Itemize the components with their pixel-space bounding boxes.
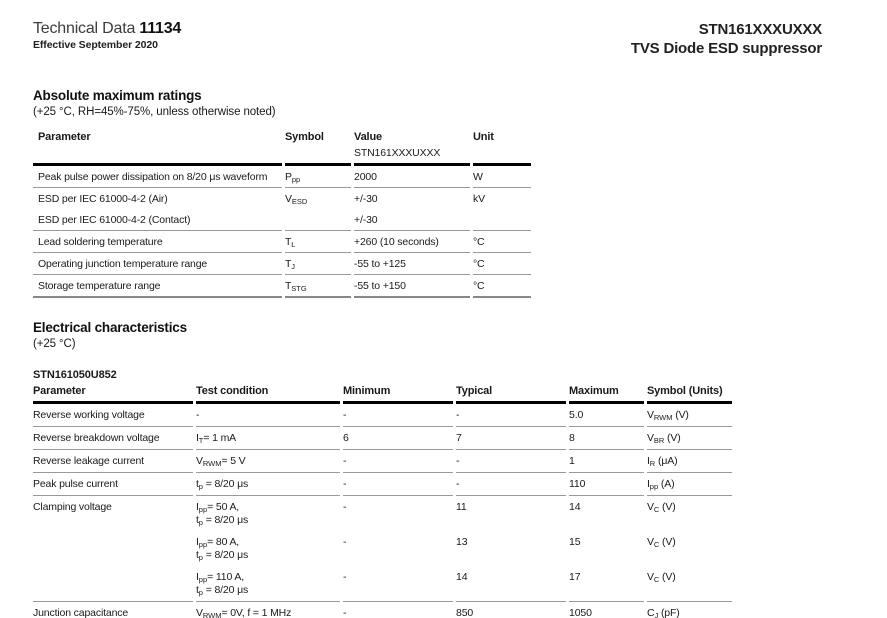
- doc-title: [33, 20, 181, 38]
- electrical-section-header: [33, 320, 822, 350]
- table-cell: °C: [473, 275, 531, 298]
- table-cell: $I_{pp}= 110$ A, $t_p = 8/20$ μs: [196, 566, 340, 602]
- table-cell: °C: [473, 231, 531, 253]
- table-cell: 11: [456, 500, 467, 513]
- table-cell: 850: [456, 602, 566, 618]
- table-cell: $V_{BR}$ (V): [647, 427, 732, 450]
- table-cell: -: [456, 473, 566, 496]
- product-title: TVS Diode ESD suppressor: [630, 40, 822, 57]
- masthead-right: [631, 20, 822, 58]
- table-cell: $t_p = 8/20$ μs: [196, 473, 340, 496]
- table-cell: [33, 531, 193, 566]
- table-cell: -: [196, 404, 340, 427]
- header-row: [33, 128, 531, 145]
- masthead-left: [33, 20, 181, 53]
- table-cell: +260 (10 seconds): [354, 231, 470, 253]
- table-cell: -55 to +125: [354, 253, 470, 275]
- electrical-table-body: [33, 404, 732, 618]
- table-cell: 2000: [354, 166, 470, 188]
- table-cell: Lead soldering temperature: [33, 231, 282, 253]
- table-row: [33, 166, 531, 188]
- table-cell: $V_C$ (V): [647, 500, 676, 514]
- table-cell: [285, 209, 351, 231]
- table-cell: 110: [569, 473, 644, 496]
- table-cell: 15: [569, 535, 581, 548]
- table-cell: 5.0: [569, 404, 644, 427]
- col-header-value: Value: [354, 131, 382, 143]
- table-cell: Peak pulse power dissipation on 8/20 μs waveform: [33, 166, 282, 188]
- table-cell: $V_{ESD}$: [285, 192, 308, 206]
- table-cell: -: [456, 450, 566, 473]
- abs-max-conditions: (+25 °C, RH=45%-75%, unless otherwise noted): [33, 106, 276, 118]
- col-header-typical: Typical: [456, 382, 566, 404]
- table-cell: Clamping voltage: [33, 500, 112, 513]
- table-cell: °C: [473, 253, 531, 275]
- table-cell: 7: [456, 427, 566, 450]
- subheader-empty: [473, 145, 531, 166]
- table-cell: 13: [456, 535, 468, 548]
- table-cell: $T_L$: [285, 231, 351, 253]
- table-cell: Peak pulse current: [33, 473, 193, 496]
- table-cell: Operating junction temperature range: [33, 253, 282, 275]
- electrical-table: [30, 382, 735, 618]
- table-cell: [33, 566, 193, 602]
- table-cell: 6: [343, 427, 453, 450]
- abs-max-title: Absolute maximum ratings: [33, 88, 202, 103]
- table-row: [33, 188, 531, 209]
- subheader-empty: [33, 145, 282, 166]
- header-row: [33, 382, 732, 404]
- table-cell: [473, 209, 531, 231]
- table-row: [33, 473, 732, 496]
- table-cell: $I_T= 1$ mA: [196, 427, 340, 450]
- table-cell: 1: [569, 450, 644, 473]
- table-cell: 1050: [569, 602, 644, 618]
- table-cell: ESD per IEC 61000-4-2 (Contact): [33, 209, 282, 231]
- table-row: [33, 209, 531, 231]
- col-header-symbol: Symbol: [285, 131, 324, 143]
- table-cell: $T_{STG}$: [285, 275, 351, 298]
- table-row: [33, 427, 732, 450]
- table-row: [33, 496, 732, 531]
- table-row: [33, 450, 732, 473]
- table-row: [33, 531, 732, 566]
- table-cell: Storage temperature range: [33, 275, 282, 298]
- masthead: [33, 20, 822, 58]
- electrical-title: Electrical characteristics: [33, 320, 187, 335]
- table-cell: -: [343, 602, 453, 618]
- table-cell: $I_R$ (μA): [647, 450, 732, 473]
- abs-max-section-header: [33, 88, 822, 118]
- table-row: [33, 231, 531, 253]
- table-cell: -: [343, 500, 347, 513]
- table-cell: $P_{pp}$: [285, 166, 351, 188]
- col-header-parameter: Parameter: [38, 131, 91, 143]
- table-cell: $V_C$ (V): [647, 535, 676, 549]
- table-cell: -: [343, 566, 453, 602]
- table-cell: 14: [569, 500, 581, 513]
- table-row: [33, 566, 732, 602]
- value-variant: STN161XXXUXXX: [354, 145, 470, 166]
- electrical-conditions: (+25 °C): [33, 338, 76, 350]
- table-cell: $I_{pp}= 50$ A, $t_p = 8/20$ μs: [196, 500, 249, 527]
- table-cell: $I_{pp}$ (A): [647, 473, 732, 496]
- table-cell: -: [343, 450, 453, 473]
- table-cell: W: [473, 166, 531, 188]
- abs-max-table-head: [33, 128, 531, 166]
- table-cell: kV: [473, 192, 485, 205]
- table-cell: -: [343, 473, 453, 496]
- table-cell: $I_{pp}= 80$ A, $t_p = 8/20$ μs: [196, 535, 249, 562]
- table-cell: Reverse leakage current: [33, 450, 193, 473]
- table-cell: ESD per IEC 61000-4-2 (Air): [38, 192, 168, 205]
- table-cell: $V_{RWM}$ (V): [647, 404, 732, 427]
- table-cell: $C_J$ (pF): [647, 602, 732, 618]
- table-row: [33, 253, 531, 275]
- effective-date: Effective September 2020: [33, 39, 158, 51]
- subheader-row: [33, 145, 531, 166]
- table-cell: $V_{RWM}= 5$ V: [196, 450, 340, 473]
- table-cell: -: [343, 404, 453, 427]
- col-header-symbol-units: Symbol (Units): [647, 382, 732, 404]
- table-row: [33, 275, 531, 298]
- table-cell: Junction capacitance: [33, 602, 193, 618]
- electrical-table-head: [33, 382, 732, 404]
- table-cell: -: [343, 535, 347, 548]
- table-cell: 14: [456, 566, 566, 602]
- doc-type-label: Technical Data: [33, 20, 136, 37]
- table-cell: -55 to +150: [354, 275, 470, 298]
- table-cell: +/-30: [354, 209, 470, 231]
- table-row: [33, 602, 732, 618]
- col-header-unit: Unit: [473, 131, 494, 143]
- table-cell: Reverse breakdown voltage: [33, 427, 193, 450]
- doc-number: 11134: [139, 20, 182, 37]
- table-cell: 17: [569, 566, 644, 602]
- abs-max-table: [30, 128, 534, 298]
- table-row: [33, 404, 732, 427]
- table-cell: -: [456, 404, 566, 427]
- col-header-maximum: Maximum: [569, 382, 644, 404]
- table-cell: 8: [569, 427, 644, 450]
- table-cell: Reverse working voltage: [33, 404, 193, 427]
- table-cell: $V_{RWM}= 0V$, f = 1 MHz: [196, 602, 340, 618]
- table-cell: $T_J$: [285, 253, 351, 275]
- electrical-part-number: STN161050U852: [33, 369, 117, 381]
- col-header-parameter: Parameter: [33, 382, 193, 404]
- part-family-title: STN161XXXUXXX: [698, 21, 822, 38]
- table-cell: $V_C$ (V): [647, 566, 732, 602]
- table-cell: +/-30: [354, 192, 378, 205]
- subheader-empty: [285, 145, 351, 166]
- abs-max-table-body: [33, 166, 531, 298]
- col-header-minimum: Minimum: [343, 382, 453, 404]
- col-header-test-condition: Test condition: [196, 382, 340, 404]
